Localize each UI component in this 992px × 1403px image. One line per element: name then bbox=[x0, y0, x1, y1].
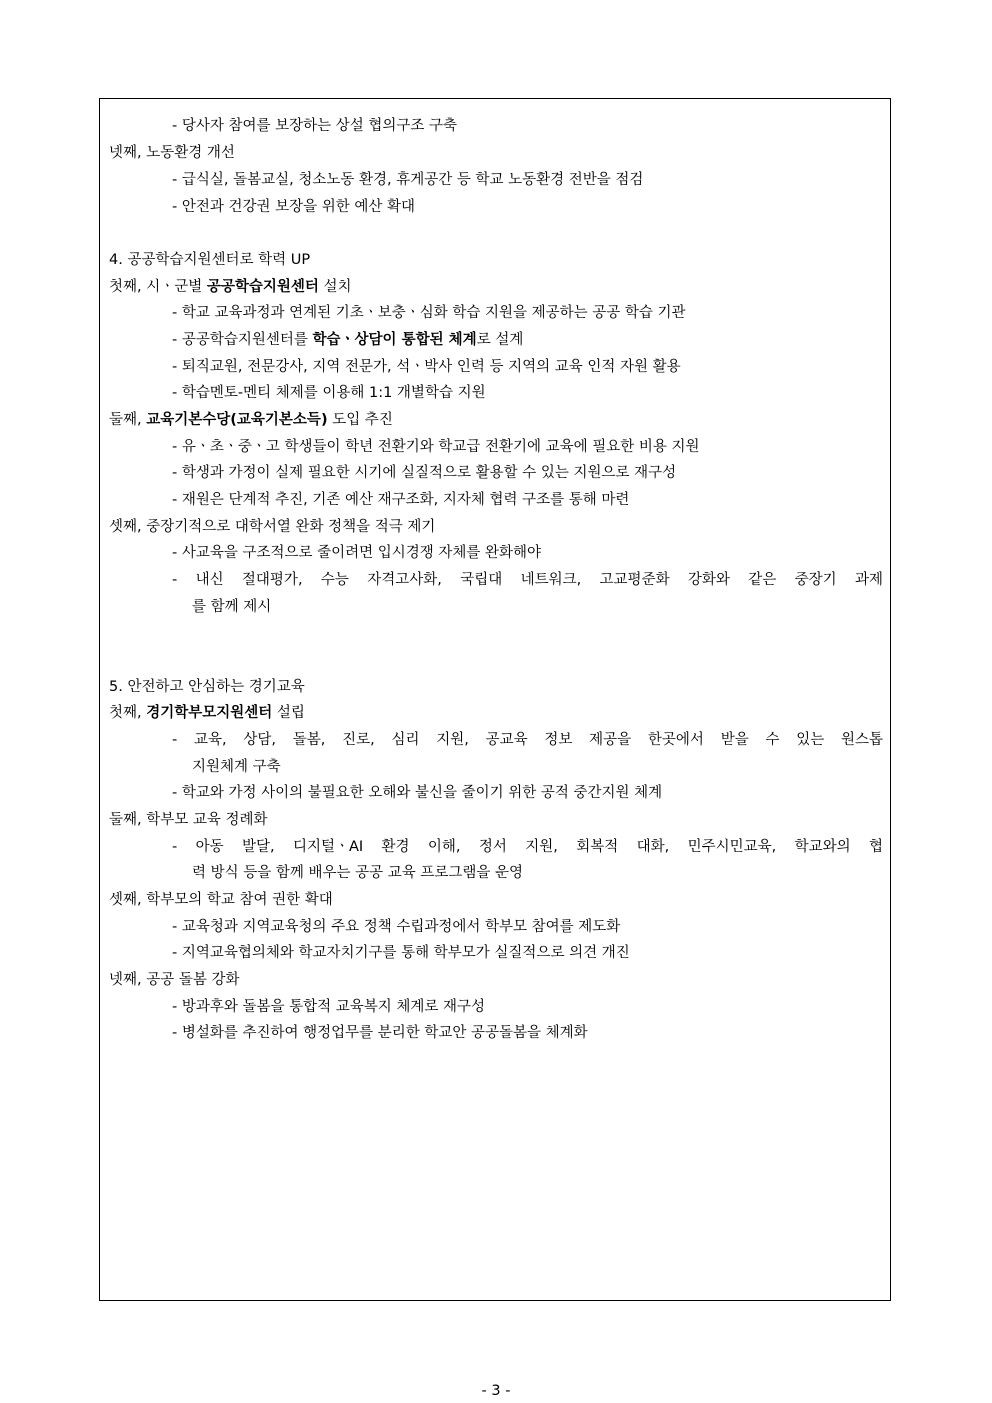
text-segment: - 지역교육협의체와 학교자치기구를 통해 학부모가 실질적으로 의견 개진 bbox=[172, 945, 630, 961]
text-segment: - 퇴직교원, 전문강사, 지역 전문가, 석ㆍ박사 인력 등 지역의 교육 인적 자원 활용 bbox=[172, 359, 681, 375]
bullet-item bbox=[172, 462, 676, 484]
heading-line bbox=[109, 969, 240, 991]
bullet-item bbox=[172, 1022, 588, 1044]
text-segment: 를 함께 제시 bbox=[192, 599, 272, 615]
text-segment: 5. 안전하고 안심하는 경기교육 bbox=[109, 679, 305, 695]
bullet-item bbox=[172, 489, 629, 511]
text-segment: 셋째, 중장기적으로 대학서열 완화 정책을 적극 제기 bbox=[109, 519, 436, 535]
heading-line bbox=[109, 142, 235, 164]
content-box bbox=[99, 98, 891, 1301]
text-segment: 셋째, 학부모의 학교 참여 권한 확대 bbox=[109, 892, 333, 908]
heading-line bbox=[109, 809, 268, 831]
bullet-item bbox=[172, 569, 883, 591]
bold-text: 공공학습지원센터 bbox=[206, 279, 319, 295]
bold-text: 교육기본수당(교육기본소득) bbox=[146, 412, 328, 428]
text-segment: - 아동 발달, 디지털ㆍAI 환경 이해, 정서 지원, 회복적 대화, 민주시민교육, 학교와의 협 bbox=[172, 839, 883, 855]
bullet-item bbox=[172, 382, 486, 404]
bullet-item bbox=[172, 169, 643, 191]
text-segment: 지원체계 구축 bbox=[192, 759, 281, 775]
text-segment: - 재원은 단계적 추진, 기존 예산 재구조화, 지자체 협력 구조를 통해 마련 bbox=[172, 492, 630, 508]
bullet-item bbox=[172, 782, 662, 804]
bullet-item bbox=[172, 542, 541, 564]
text-segment: - 방과후와 돌봄을 통합적 교육복지 체계로 재구성 bbox=[172, 999, 486, 1015]
text-segment: 로 설계 bbox=[476, 332, 524, 348]
heading-line bbox=[109, 409, 393, 431]
text-segment: - 교육, 상담, 돌봄, 진로, 심리 지원, 공교육 정보 제공을 한곳에서 받을 수 있는 원스톱 bbox=[172, 732, 883, 748]
heading-line bbox=[109, 276, 352, 298]
text-segment: - 당사자 참여를 보장하는 상설 협의구조 구축 bbox=[172, 118, 458, 134]
bullet-item bbox=[172, 729, 883, 751]
text-segment: 도입 추진 bbox=[327, 412, 393, 428]
bullet-item bbox=[172, 916, 620, 938]
text-segment: 력 방식 등을 함께 배우는 공공 교육 프로그램을 운영 bbox=[192, 865, 524, 881]
bullet-item bbox=[172, 836, 883, 858]
heading-line bbox=[109, 889, 333, 911]
heading-line bbox=[109, 676, 305, 698]
text-segment: - 내신 절대평가, 수능 자격고사화, 국립대 네트워크, 고교평준화 강화와 같은 중장기 과제 bbox=[172, 572, 883, 588]
heading-line bbox=[109, 249, 310, 271]
text-segment: - 급식실, 돌봄교실, 청소노동 환경, 휴게공간 등 학교 노동환경 전반을 점검 bbox=[172, 172, 644, 188]
text-segment: - 학생과 가정이 실제 필요한 시기에 실질적으로 활용할 수 있는 지원으로 재구성 bbox=[172, 465, 677, 481]
bullet-continuation bbox=[192, 596, 271, 618]
bullet-item bbox=[172, 356, 681, 378]
text-segment: 첫째, 시ㆍ군별 bbox=[109, 279, 207, 295]
bullet-continuation bbox=[192, 862, 523, 884]
page-number: - 3 - bbox=[481, 1383, 511, 1399]
text-segment: - 공공학습지원센터를 bbox=[172, 332, 313, 348]
bold-text: 학습ㆍ상담이 통합된 체계 bbox=[312, 332, 477, 348]
bullet-item bbox=[172, 996, 485, 1018]
bullet-item bbox=[172, 942, 630, 964]
bullet-item bbox=[172, 115, 457, 137]
text-segment: 첫째, bbox=[109, 705, 147, 721]
text-segment: - 교육청과 지역교육청의 주요 정책 수립과정에서 학부모 참여를 제도화 bbox=[172, 919, 621, 935]
bullet-continuation bbox=[192, 756, 281, 778]
text-segment: - 사교육을 구조적으로 줄이려면 입시경쟁 자체를 완화해야 bbox=[172, 545, 542, 561]
text-segment: - 학습멘토-멘티 체제를 이용해 1:1 개별학습 지원 bbox=[172, 385, 486, 401]
bold-text: 경기학부모지원센터 bbox=[146, 705, 273, 721]
text-segment: 둘째, bbox=[109, 412, 147, 428]
bullet-item bbox=[172, 329, 523, 351]
text-segment: 넷째, 공공 돌봄 강화 bbox=[109, 972, 240, 988]
text-segment: - 학교와 가정 사이의 불필요한 오해와 불신을 줄이기 위한 공적 중간지원 체계 bbox=[172, 785, 663, 801]
heading-line bbox=[109, 516, 435, 538]
text-segment: 설립 bbox=[272, 705, 305, 721]
text-segment: 둘째, 학부모 교육 정례화 bbox=[109, 812, 268, 828]
text-segment: 넷째, 노동환경 개선 bbox=[109, 145, 235, 161]
bullet-item bbox=[172, 196, 415, 218]
bullet-item bbox=[172, 302, 686, 324]
text-segment: 설치 bbox=[318, 279, 352, 295]
text-segment: - 유ㆍ초ㆍ중ㆍ고 학생들이 학년 전환기와 학교급 전환기에 교육에 필요한 비용 지원 bbox=[172, 439, 700, 455]
text-segment: - 학교 교육과정과 연계된 기초ㆍ보충ㆍ심화 학습 지원을 제공하는 공공 학습 기관 bbox=[172, 305, 686, 321]
bullet-item bbox=[172, 436, 700, 458]
text-segment: 4. 공공학습지원센터로 학력 UP bbox=[109, 252, 311, 268]
heading-line bbox=[109, 702, 305, 724]
text-segment: - 병설화를 추진하여 행정업무를 분리한 학교안 공공돌봄을 체계화 bbox=[172, 1025, 588, 1041]
text-segment: - 안전과 건강권 보장을 위한 예산 확대 bbox=[172, 199, 415, 215]
